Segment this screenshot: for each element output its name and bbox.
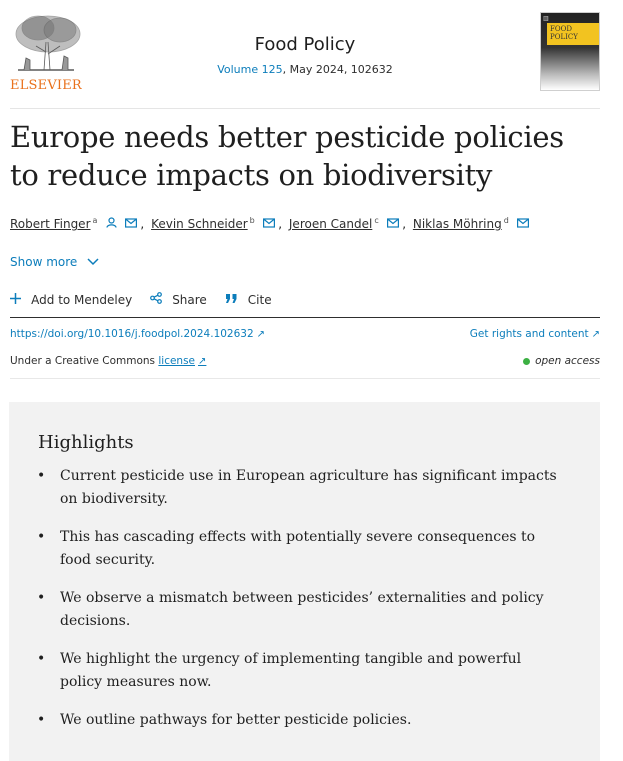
highlight-text: We outline pathways for better pesticide policies. xyxy=(60,712,412,728)
author-name[interactable]: Robert Finger xyxy=(10,217,91,231)
bullet-icon: • xyxy=(37,712,46,728)
highlight-item xyxy=(37,526,557,572)
cover-title: FOOD POLICY xyxy=(547,23,599,45)
mendeley-label: Add to Mendeley xyxy=(31,293,133,307)
publisher-wordmark: ELSEVIER xyxy=(10,78,82,93)
journal-cover-thumbnail[interactable] xyxy=(540,12,600,91)
journal-info xyxy=(10,34,600,76)
highlight-text: We highlight the urgency of implementing tangible and powerful policy measures now. xyxy=(60,651,522,690)
highlight-item xyxy=(37,587,557,633)
author-name[interactable]: Jeroen Candel xyxy=(288,217,373,231)
divider xyxy=(10,378,600,379)
issue-info xyxy=(10,63,600,76)
highlights-box xyxy=(9,402,600,761)
rights-text: Get rights and content xyxy=(469,328,589,340)
email-icon[interactable] xyxy=(122,218,138,231)
external-link-icon: ↗ xyxy=(591,329,600,340)
highlights-title: Highlights xyxy=(38,432,134,453)
affiliation-marker: c xyxy=(374,216,379,225)
share-label: Share xyxy=(172,293,207,307)
external-link-icon: ↗ xyxy=(198,356,207,367)
email-icon[interactable] xyxy=(384,218,400,231)
author-name[interactable]: Kevin Schneider xyxy=(151,217,248,231)
add-to-mendeley-button[interactable] xyxy=(10,293,132,308)
open-access-label: open access xyxy=(535,355,600,367)
open-access-dot-icon xyxy=(523,358,530,365)
author-item[interactable] xyxy=(10,217,137,231)
highlight-item xyxy=(37,465,557,511)
license-notice xyxy=(10,355,206,367)
share-button[interactable] xyxy=(150,292,207,308)
email-icon[interactable] xyxy=(260,218,276,231)
divider xyxy=(10,317,600,318)
open-access-badge xyxy=(523,355,600,367)
person-icon[interactable] xyxy=(102,218,117,231)
volume-link[interactable]: Volume 125 xyxy=(217,63,283,76)
bullet-icon: • xyxy=(37,468,46,484)
cite-button[interactable] xyxy=(225,293,272,308)
article-actions xyxy=(10,292,286,308)
show-more-label: Show more xyxy=(10,255,78,269)
author-list: Robert Finger $^a$ , Kevin Schneider $^b$ , Jeroen Candel $^c$ , Niklas Möhring $^d$ xyxy=(10,216,529,231)
bullet-icon: • xyxy=(37,651,46,667)
doi-link[interactable] xyxy=(10,328,265,340)
cover-logo-icon: ▥ xyxy=(543,15,549,22)
highlight-text: We observe a mismatch between pesticides’ externalities and policy decisions. xyxy=(60,590,544,629)
author-item[interactable] xyxy=(289,217,399,231)
affiliation-marker: b xyxy=(249,216,255,225)
highlight-item xyxy=(37,709,557,732)
highlight-text: This has cascading effects with potentially severe consequences to food security. xyxy=(60,529,536,568)
highlight-item xyxy=(37,648,557,694)
affiliation-marker: d xyxy=(503,216,509,225)
author-item[interactable] xyxy=(151,217,275,231)
highlights-list xyxy=(37,465,557,732)
rights-link[interactable] xyxy=(470,328,600,340)
cite-label: Cite xyxy=(247,293,272,307)
license-link[interactable] xyxy=(158,355,206,367)
journal-header xyxy=(10,12,600,109)
bullet-icon: • xyxy=(37,590,46,606)
author-name[interactable]: Niklas Möhring xyxy=(412,217,502,231)
doi-text: https://doi.org/10.1016/j.foodpol.2024.102632 xyxy=(10,328,254,340)
quote-icon xyxy=(225,293,242,308)
article-title: Europe needs better pesticide policies to reduce impacts on biodiversity xyxy=(10,120,564,192)
bullet-icon: • xyxy=(37,529,46,545)
chevron-down-icon xyxy=(87,255,99,269)
issue-details: , May 2024, 102632 xyxy=(282,63,393,76)
author-item[interactable] xyxy=(413,217,529,231)
journal-title[interactable]: Food Policy xyxy=(254,34,356,55)
license-prefix: Under a Creative Commons xyxy=(10,355,159,367)
highlight-text: Current pesticide use in European agriculture has significant impacts on biodiversity. xyxy=(60,468,557,507)
affiliation-marker: a xyxy=(92,216,98,225)
show-more-toggle[interactable] xyxy=(10,255,99,269)
plus-icon xyxy=(10,293,25,308)
external-link-icon: ↗ xyxy=(256,329,266,340)
share-icon xyxy=(150,293,166,308)
email-icon[interactable] xyxy=(514,218,530,231)
license-link-text: license xyxy=(158,355,196,367)
